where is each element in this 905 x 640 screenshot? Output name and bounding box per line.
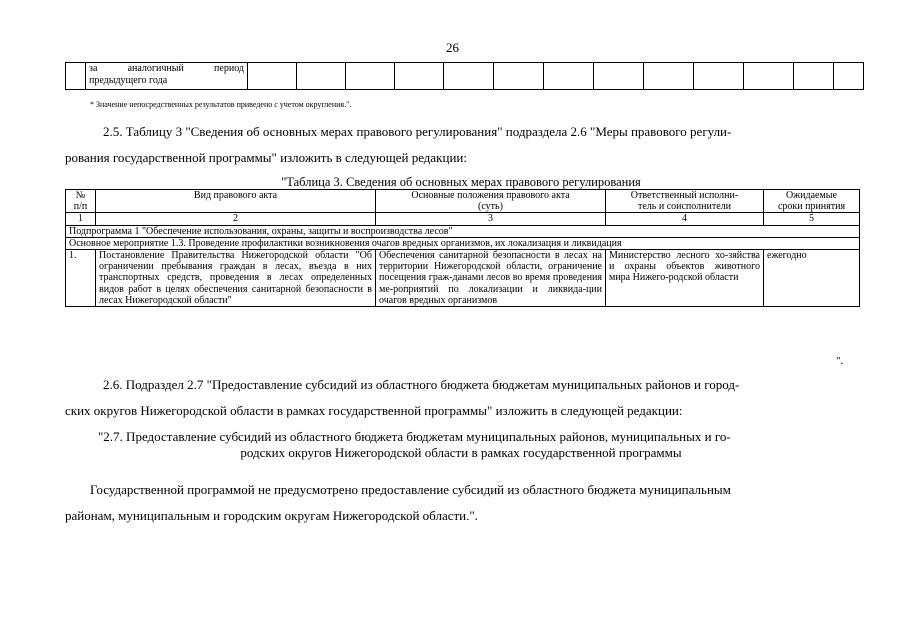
page-number: 26: [446, 40, 459, 55]
table-cell: [794, 63, 834, 90]
header-responsible: [606, 190, 764, 213]
header-text: п/п: [73, 201, 88, 213]
subprogram-row: [66, 225, 860, 237]
header-text: Ответственный исполни-: [630, 190, 739, 201]
table-cell: [297, 63, 346, 90]
table-cell: [644, 63, 694, 90]
column-number: 3: [376, 213, 606, 225]
column-number: 1: [66, 213, 96, 225]
row-label-line: за аналогичный период: [89, 63, 244, 74]
subprogram-title: Подпрограмма 1 "Обеспечение использования, охраны, защиты и воспроизводства лесов": [66, 225, 860, 237]
table-header-row: [66, 190, 860, 213]
column-number: 4: [606, 213, 764, 225]
table-cell: [248, 63, 297, 90]
table-cell: [834, 63, 864, 90]
row-num: 1.: [66, 250, 96, 307]
header-text: тель и соисполнители: [637, 201, 731, 213]
section-heading-line1: "2.7. Предоставление субсидий из областного бюджета бюджетам муниципальных районов, муниципальных и го-: [98, 429, 731, 444]
table-row: [66, 63, 864, 90]
paragraph-2-5-line2: рования государственной программы" изложить в следующей редакции:: [65, 150, 467, 165]
table-cell: [494, 63, 544, 90]
header-text: сроки принятия: [777, 201, 846, 213]
table-cell: [544, 63, 594, 90]
column-number: 5: [764, 213, 860, 225]
table-cell: [444, 63, 494, 90]
column-number: 2: [96, 213, 376, 225]
row-label-line: предыдущего года: [89, 75, 168, 86]
activity-row: [66, 237, 860, 249]
header-text: Ожидаемые: [786, 190, 837, 201]
column-number-row: [66, 213, 860, 225]
header-deadline: [764, 190, 860, 213]
paragraph-2-6-line2: ских округов Нижегородской области в рамках государственной программы" изложить в следующей редакции:: [65, 403, 683, 418]
header-num: [66, 190, 96, 213]
header-text: Основные положения правового акта: [411, 190, 570, 201]
final-paragraph-line1: Государственной программой не предусмотрено предоставление субсидий из областного бюджета муниципальным: [90, 482, 731, 497]
paragraph-2-6-line1: 2.6. Подраздел 2.7 "Предоставление субсидий из областного бюджета бюджетам муниципальных районов и город-: [103, 377, 740, 392]
legal-measures-table: [65, 189, 860, 307]
header-text: (суть): [478, 201, 503, 213]
header-text: №: [75, 190, 86, 201]
header-type: Вид правового акта: [96, 190, 376, 213]
table-cell: [346, 63, 395, 90]
footnote: * Значение непосредственных результатов приведено с учетом округления.".: [90, 100, 352, 109]
table-row: [66, 250, 860, 307]
section-heading-line2: родских округов Нижегородской области в рамках государственной программы: [240, 445, 682, 460]
row-responsible: Министерство лесного хо-зяйства и охраны объектов животного мира Нижего-родской области: [606, 250, 764, 307]
table-cell: [694, 63, 744, 90]
paragraph-2-5-line1: 2.5. Таблицу 3 "Сведения об основных мерах правового регулирования" подраздела 2.6 "Меры правового регули-: [103, 124, 732, 139]
closing-quote: ".: [836, 355, 844, 367]
table-cell: [86, 63, 248, 90]
row-deadline: ежегодно: [764, 250, 860, 307]
row-provisions: Обеспечения санитарной безопасности в лесах на территории Нижегородской области, ограничение посещения граж-данами лесов во время проведения ме-роприятий по локализации и ликвида-ции очагов вредных организмов: [376, 250, 606, 307]
final-paragraph-line2: районам, муниципальным и городским округам Нижегородской области.".: [65, 508, 478, 523]
table-cell: [744, 63, 794, 90]
header-provisions: [376, 190, 606, 213]
table-cell: [395, 63, 444, 90]
previous-table-fragment: [65, 62, 864, 90]
table-caption: "Таблица 3. Сведения об основных мерах правового регулирования: [281, 175, 641, 189]
activity-title: Основное мероприятие 1.3. Проведение профилактики возникновения очагов вредных организмов, их локализация и ликвидация: [66, 237, 860, 249]
table-cell: [594, 63, 644, 90]
table-cell: [66, 63, 86, 90]
row-legal-act: Постановление Правительства Нижегородской области "Об ограничении пребывания граждан в лесах, въезда в них транспортных средств, проведения в лесах определенных видов работ в целях обеспечения санитарной безопасности в лесах Нижегородской области": [96, 250, 376, 307]
